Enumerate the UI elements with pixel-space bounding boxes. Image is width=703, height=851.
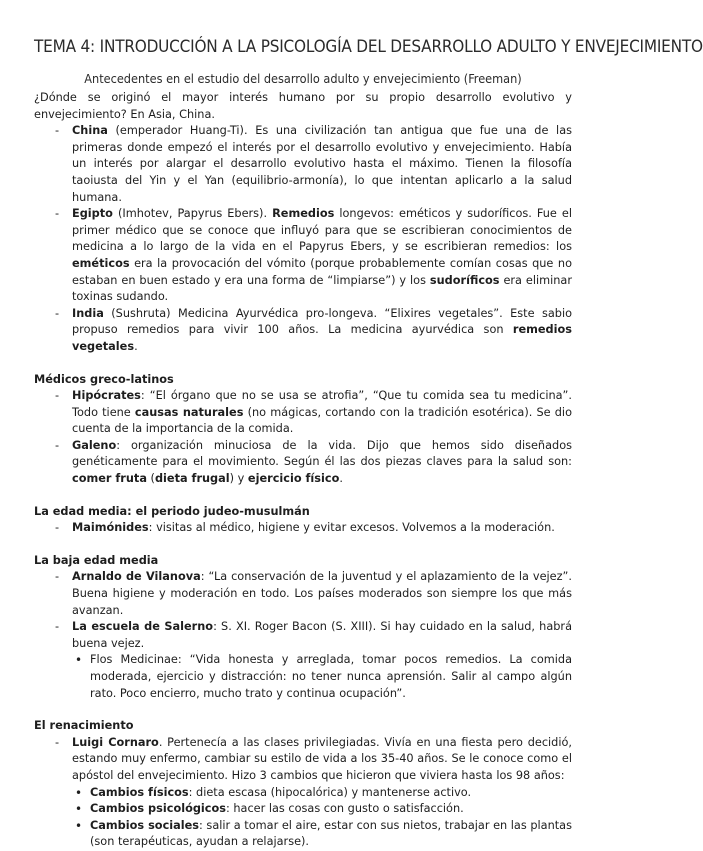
section-heading: El renacimiento: [34, 719, 134, 733]
list-item-cambios-fisicos: • Cambios físicos: dieta escasa (hipocalórica) y mantenerse activo.: [90, 785, 572, 802]
section-renacimiento: [34, 718, 572, 851]
section-heading: La edad media: el periodo judeo-musulmán: [34, 504, 310, 518]
section-edad-media: [34, 504, 572, 537]
list-item-maimonides: - Maimónides: visitas al médico, higiene y evitar excesos. Volvemos a la moderación.: [72, 520, 572, 537]
list-item-hipocrates: - Hipócrates: “El órgano que no se usa se atrofia”, “Que tu comida sea tu medicina”. Todo tiene causas naturales (no mágicas, cortando con la tradición esotérica). Se dio cuenta de la importancia de la comida.: [72, 388, 572, 438]
list-item-galeno: - Galeno: organización minuciosa de la vida. Dijo que hemos sido diseñados genéticamente para el movimiento. Según él las dos piezas claves para la salud son: comer fruta (dieta frugal) y ejercicio físico.: [72, 438, 572, 488]
section-baja-edad-media: [34, 553, 572, 702]
list-item-cornaro: - Luigi Cornaro. Pertenecía a las clases privilegiadas. Vivía en una fiesta pero decidió, estando muy enfermo, cambiar su estilo de vida a los 35-40 años. Se le conoce como el apóstol del envejecimiento. Hizo 3 cambios que hicieron que viviera hasta los 98 años: • Cambios físicos: dieta escasa (hipocalórica) y mantenerse activo. • Cambios psicológicos: hacer las cosas con gusto o satisfacción. • Cambios sociales: salir a tomar el aire, estar con sus nietos, trabajar en las plantas (son terapéuticas, ayudan a relajarse).: [72, 735, 572, 851]
page-title: TEMA 4: INTRODUCCIÓN A LA PSICOLOGÍA DEL DESARROLLO ADULTO Y ENVEJECIMIENTO: [34, 37, 703, 57]
term-india: India: [72, 306, 104, 320]
list-item-cambios-psicologicos: • Cambios psicológicos: hacer las cosas con gusto o satisfacción.: [90, 801, 572, 818]
term-egipto: Egipto: [72, 207, 113, 221]
list-item-salerno: - La escuela de Salerno: S. XI. Roger Bacon (S. XIII). Si hay cuidado en la salud, habrá buena vejez. • Flos Medicinae: “Vida honesta y arreglada, tomar pocos remedios. La comida moderada, ejercicio y distracción: no tener nunca aprensión. Salir al campo algún rato. Poco encierro, mucho trato y continua ocupación”.: [72, 619, 572, 702]
asia-list: [34, 123, 572, 355]
list-item-egipto: - Egipto (Imhotev, Papyrus Ebers). Remedios longevos: eméticos y sudoríficos. Fue el primer médico que se conoce que influyó para que se escribieran conocimientos de medicina a lo largo de la vida en el Papyrus Ebers, y se escribieran remedios: los eméticos era la provocación del vómito (porque probablemente comían cosas que no estaban en buen estado y era una forma de “limpiarse”) y los sudoríficos era eliminar toxinas sudando.: [72, 206, 572, 306]
list-item-india: - India (Sushruta) Medicina Ayurvédica pro-longeva. “Elixires vegetales”. Este sabio propuso remedios para vivir 100 años. La medicina ayurvédica son remedios vegetales.: [72, 306, 572, 356]
section-heading: Médicos greco-latinos: [34, 372, 174, 386]
list-item-arnaldo: - Arnaldo de Vilanova: “La conservación de la juventud y el aplazamiento de la vejez”. Buena higiene y moderación en todo. Los países moderados son siempre los que más avanzan.: [72, 569, 572, 619]
page-subtitle: Antecedentes en el estudio del desarrollo adulto y envejecimiento (Freeman): [84, 71, 522, 86]
section-greco-latinos: [34, 372, 572, 488]
list-item-flos-medicinae: • Flos Medicinae: “Vida honesta y arreglada, tomar pocos remedios. La comida moderada, ejercicio y distracción: no tener nunca aprensión. Salir al campo algún rato. Poco encierro, mucho trato y continua ocupación”.: [90, 652, 572, 702]
document-page: [34, 34, 703, 851]
intro-paragraph: ¿Dónde se originó el mayor interés humano por su propio desarrollo evolutivo y envejecimiento? En Asia, China.: [34, 91, 572, 121]
term-china: China: [72, 124, 108, 138]
list-item-cambios-sociales: • Cambios sociales: salir a tomar el aire, estar con sus nietos, trabajar en las plantas (son terapéuticas, ayudan a relajarse).: [90, 818, 572, 851]
section-heading: La baja edad media: [34, 553, 159, 567]
list-item-china: - China (emperador Huang-Ti). Es una civilización tan antigua que fue una de las primeras donde empezó el interés por el desarrollo evolutivo y envejecimiento. Había un interés por alargar el desarrollo evolutivo hasta el máximo. Tienen la filosofía taoiusta del Yin y el Yan (equilibrio-armonía), lo que intentan aplicarlo a la salud humana.: [72, 123, 572, 206]
